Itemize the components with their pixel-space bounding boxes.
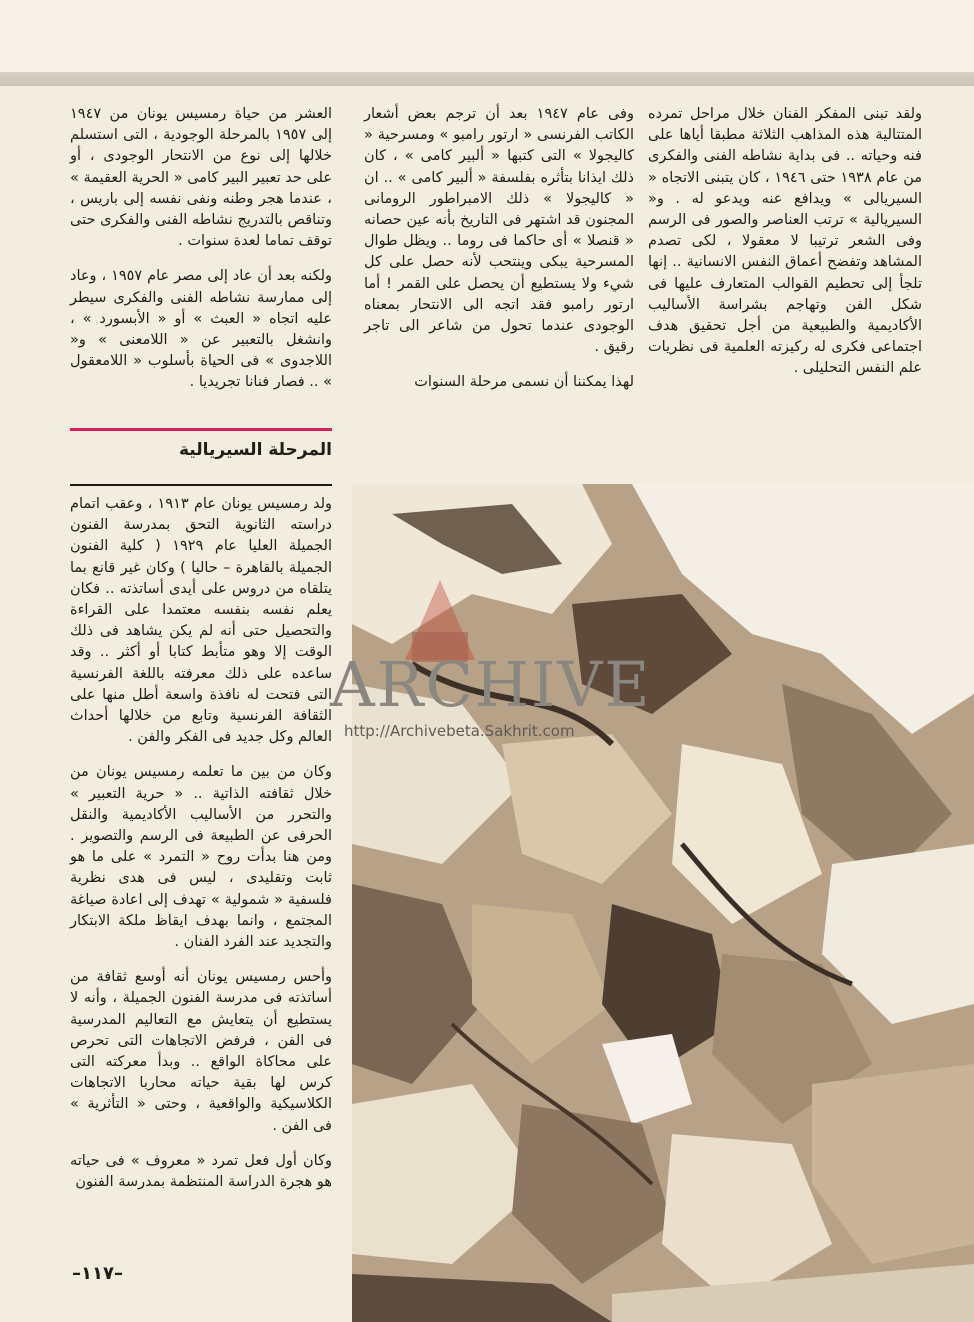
watermark-url: http://Archivebeta.Sakhrit.com <box>344 722 575 740</box>
paragraph: ولد رمسيس يونان عام ١٩١٣ ، وعقب اتمام دراسته الثانوية التحق بمدرسة الفنون الجميلة العليا عام ١٩٢٩ ( كلية الفنون الجميلة بالقاهرة – حاليا ) وكان غير قانع بما يتلقاه من دروس على أيدى أساتذته .. فكان يعلم نفسه بنفسه معتمدا على القراءة والتحصيل حتى أنه لم يكن يشاهد فى ذلك الوقت إلا وهو متأبط كتابا أو أكثر .. وقد ساعده على ذلك معرفته باللغة الفرنسية التى فتحت له نافذة واسعة أطل منها على الثقافة الفرنسية وتابع من خلالها أحداث العالم وكل جديد فى الفكر والفن . <box>70 496 332 746</box>
page-number: –١١٧– <box>72 1263 123 1284</box>
paragraph: وأحس رمسيس يونان أنه أوسع ثقافة من أساتذته فى مدرسة الفنون الجميلة ، وأنه لا يستطيع أن يتعايش مع التعاليم المدرسية فى الفن ، فرفض الاتجاهات التى تحرص على محاكاة الواقع .. وبدأ معركته التى كرس لها بقية حياته محاربا الاتجاهات الكلاسيكية والواقعية ، وحتى « التأثرية » فى الفن . <box>70 969 332 1134</box>
column-left <box>70 104 332 408</box>
column-lower-left <box>70 494 332 1207</box>
section-accent-rule <box>70 428 332 431</box>
paragraph: ولقد تبنى المفكر الفنان خلال مراحل تمرده المتتالية هذه المذاهب الثلاثة مطبقا أياها على فنه وحياته .. فى بداية نشاطه الفنى والفكرى من عام ١٩٣٨ حتى ١٩٤٦ ، كان يتبنى الاتجاه « السيريالى » ويدافع عنه ويدعو له . و« السيريالية » ترتب العناصر والصور فى الرسم وفى الشعر ترتيبا لا معقولا ، لكى تصدم المشاهد وتفضح أعماق النفس الانسانية .. إنها تلجأ إلى تحطيم القوالب المتعارف عليها فى شكل الفن وتهاجم بشراسة الأساليب الأكاديمية والطبيعية من أجل تحقيق هدف اجتماعى فكرى له ركيزته العلمية فى نظريات علم النفس التحليلى . <box>648 106 922 377</box>
paragraph: لهذا يمكننا أن نسمى مرحلة السنوات <box>414 374 634 391</box>
column-middle <box>364 104 634 408</box>
section-divider <box>70 484 332 486</box>
paragraph: وكان من بين ما تعلمه رمسيس يونان من خلال ثقافته الذاتية .. « حرية التعبير » والتحرر من الأساليب الأكاديمية والنقل الحرفى عن الطبيعة فى الرسم والتصوير . ومن هنا بدأت روح « التمرد » على ما هو ثابت وتقليدى ، ليس فى هدى نظرية فلسفية « شمولية » تهدف إلى اعادة صياغة المجتمع ، وانما بهدف ايقاظ ملكة الابتكار والتجديد عند الفرد الفنان . <box>70 764 332 951</box>
paragraph: وفى عام ١٩٤٧ بعد أن ترجم بعض أشعار الكاتب الفرنسى « ارتور رامبو » ومسرحية « كاليجولا » التى كتبها « ألبير كامى » ، كان ذلك ايذانا بتأثره بفلسفة « ألبير كامى » .. ان « كاليجولا » ذلك الامبراطور الرومانى المجنون قد اشتهر فى التاريخ بأنه عين حصانه « قنصلا » أى حاكما فى روما .. ويظل طوال المسرحية يبكى وينتحب لأنه حصل على كل شيء ولا يستطيع أن يحصل على القمر ! أما ارتور رامبو فقد اتجه الى الانتحار بمعناه الوجودى عندما تحول من شاعر الى تاجر رقيق . <box>364 106 634 356</box>
section-heading: المرحلة السيريالية <box>178 440 332 460</box>
paragraph: العشر من حياة رمسيس يونان من ١٩٤٧ إلى ١٩٥٧ بالمرحلة الوجودية ، التى استسلم خلالها إلى نوع من الانتحار الوجودى ، أو على حد تعبير البير كامى « الحرية العقيمة » ، عندما هجر وطنه ونفى نفسه إلى باريس ، وتناقص بالتدريج نشاطه الفنى والفكرى حتى توقف تماما لعدة سنوات . <box>70 106 332 250</box>
paragraph: ولكنه بعد أن عاد إلى مصر عام ١٩٥٧ ، وعاد إلى ممارسة نشاطه الفنى والفكرى سيطر عليه اتجاه « العبث » أو « الأبسورد » ، وانشغل بالتعبير عن « اللامعنى » و« اللاجدوى » فى الحياة بأسلوب « اللامعقول » .. فصار فنانا تجريديا . <box>70 268 333 391</box>
header-band <box>0 72 974 86</box>
watermark-text: ARCHIVE <box>330 648 652 721</box>
column-right <box>648 104 922 394</box>
paragraph: وكان أول فعل تمرد « معروف » فى حياته هو هجرة الدراسة المنتظمة بمدرسة الفنون <box>70 1152 332 1191</box>
